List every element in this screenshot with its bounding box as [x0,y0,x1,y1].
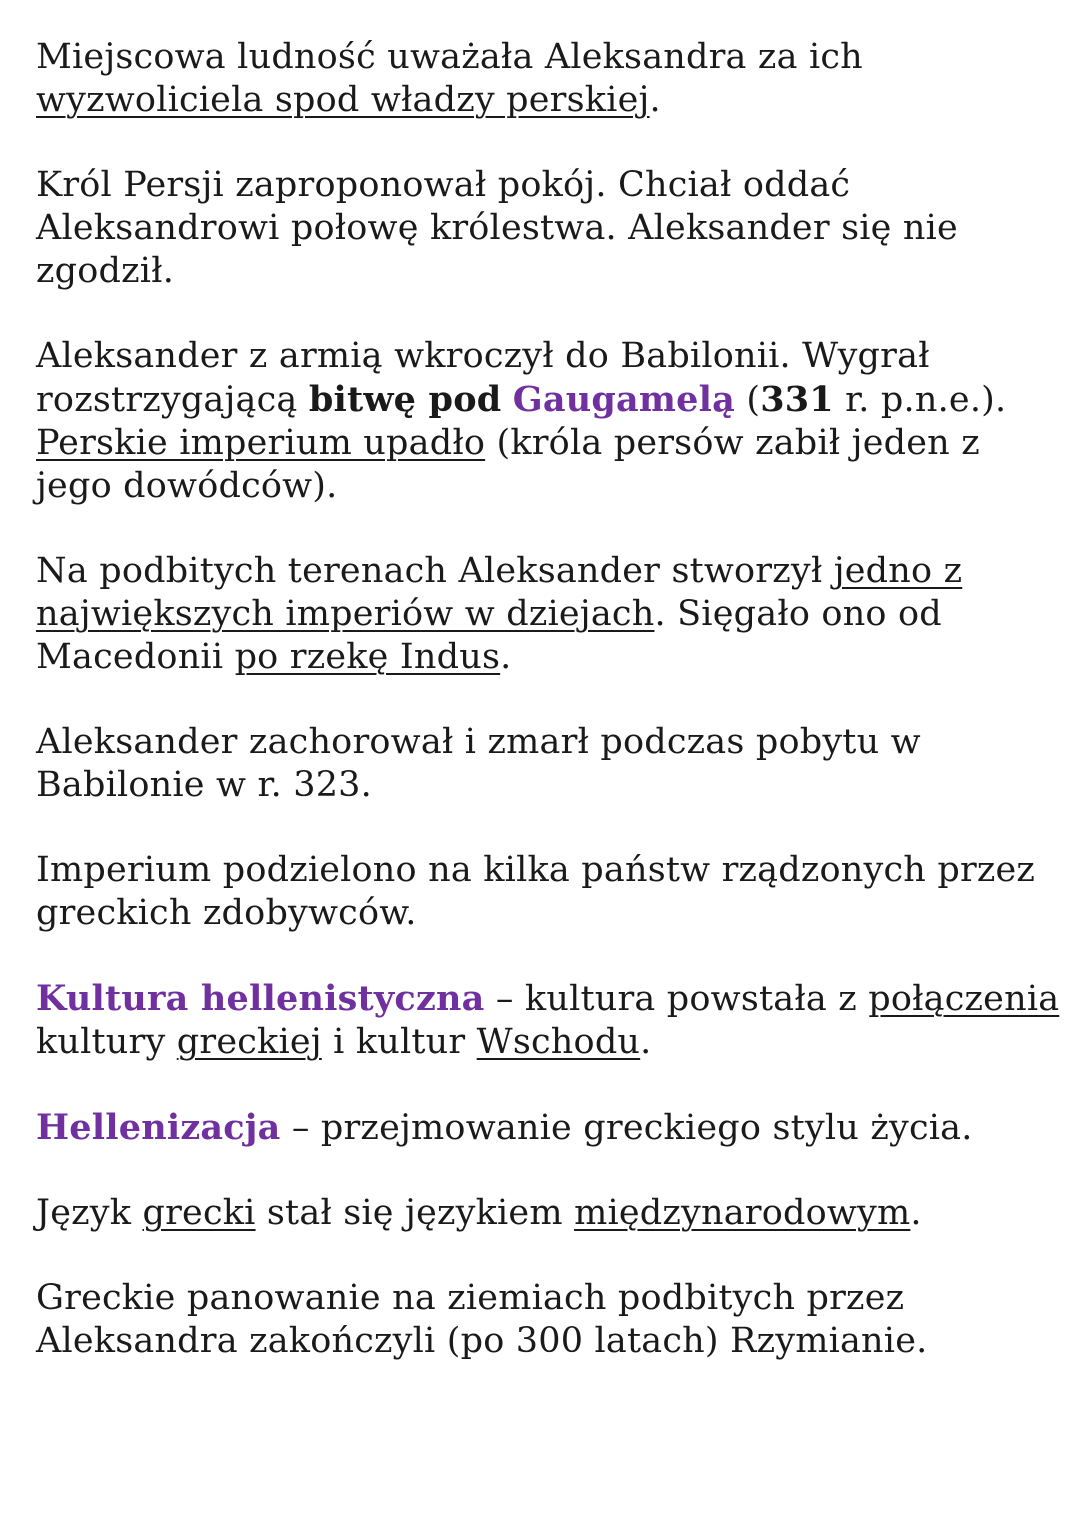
paragraph-division [36,849,1066,935]
accent-hellenization: Hellenizacja [36,1107,281,1148]
underlined-combination: połączenia [868,979,1060,1019]
underlined-east: Wschodu [476,1022,641,1062]
paragraph-gaugamela [36,335,1066,508]
bold-battle: bitwę pod [308,379,502,420]
paragraph-liberator [36,36,1066,122]
underlined-greek: greckiej [176,1022,322,1062]
underlined-empire-fell: Perskie imperium upadło [36,423,486,463]
text: Król Persji zaproponował pokój. Chciał oddać Aleksandrowi połowę królestwa. Aleksander się nie zgodził. [36,165,958,291]
text: stał się językiem [255,1193,575,1233]
accent-hellenistic-culture: Kultura hellenistyczna [36,978,485,1019]
accent-gaugamela: Gaugamelą [512,379,735,420]
text: . Sięgało ono od Macedonii [36,594,942,677]
underlined-liberator: wyzwoliciela spod władzy perskiej [36,80,650,120]
text: Język [36,1193,143,1233]
notes-page [36,36,1066,1405]
text: Aleksander z armią wkroczył do Babilonii. Wygrał rozstrzygającą [36,336,930,420]
text: ( [735,380,761,420]
paragraph-language [36,1192,1066,1235]
paragraph-death [36,721,1066,807]
text: . [910,1193,922,1233]
text: kultury [36,1022,177,1062]
text: Imperium podzielono na kilka państw rządzonych przez greckich zdobywców. [36,850,1036,933]
underlined-greek-language: grecki [142,1193,256,1233]
text: i kultur [321,1022,477,1062]
underlined-largest-empire: jedno z największych imperiów w dziejach [36,551,963,634]
paragraph-romans [36,1277,1066,1363]
text: . [640,1022,652,1062]
text: – kultura powstała z [484,979,869,1019]
text: Greckie panowanie na ziemiach podbitych przez Aleksandra zakończyli (po 300 latach) Rzymianie. [36,1278,928,1361]
paragraph-hellenization [36,1106,1066,1150]
text: r. p.n.e.). [833,380,1007,420]
text: . [649,80,661,120]
paragraph-peace-offer [36,164,1066,293]
text: – przejmowanie greckiego stylu życia. [280,1108,973,1148]
text: (króla persów zabił jeden z jego dowódców). [36,423,980,506]
text: Aleksander zachorował i zmarł podczas pobytu w Babilonie w r. 323. [36,722,921,805]
paragraph-hellenistic-culture [36,977,1066,1064]
text [501,380,512,420]
text: . [500,637,512,677]
text: Na podbitych terenach Aleksander stworzył [36,551,834,591]
bold-year: 331 [760,379,834,420]
text: Miejscowa ludność uważała Aleksandra za ich [36,37,863,77]
paragraph-empire [36,550,1066,679]
underlined-international: międzynarodowym [574,1193,911,1233]
underlined-indus: po rzekę Indus [234,637,501,677]
